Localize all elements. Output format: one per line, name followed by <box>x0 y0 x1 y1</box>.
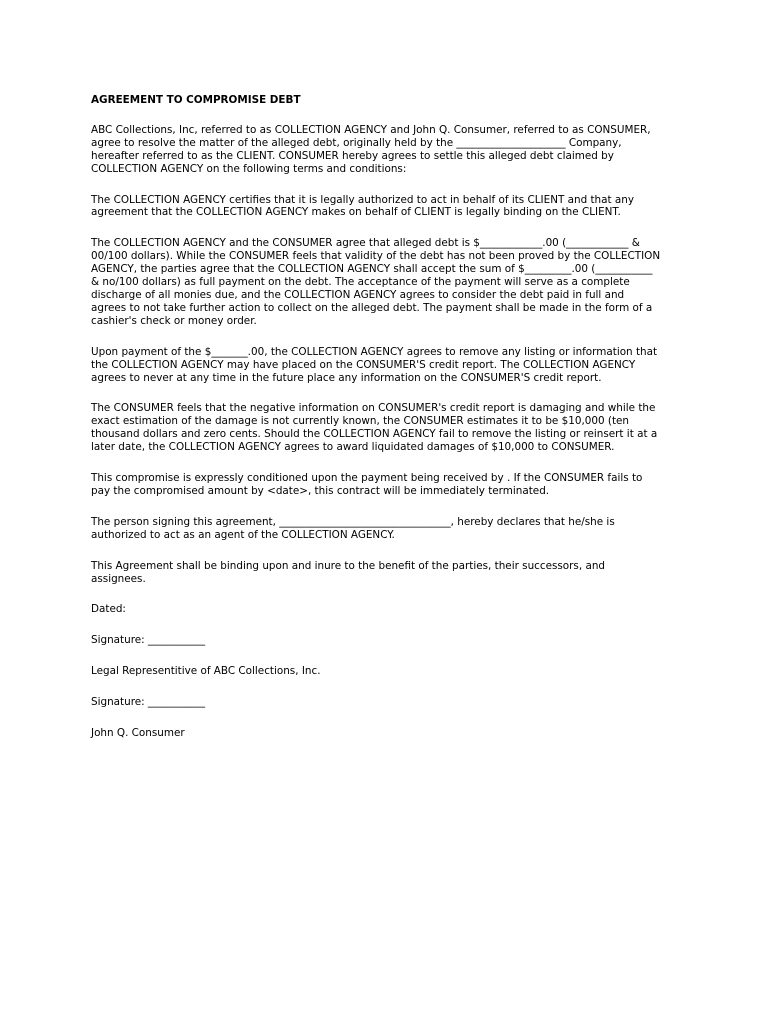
text-line: agreement that the COLLECTION AGENCY makes on behalf of CLIENT is legally binding on the CLIENT. <box>91 206 621 219</box>
paragraph-condition <box>91 472 683 498</box>
text-line: agrees to never at any time in the future place any information on the CONSUMER'S credit report. <box>91 371 602 384</box>
text-line: discharge of all monies due, and the COLLECTION AGENCY agrees to consider the debt paid in full and <box>91 288 625 301</box>
text-line: The CONSUMER feels that the negative information on CONSUMER's credit report is damaging and while the <box>91 402 656 415</box>
document-title: AGREEMENT TO COMPROMISE DEBT <box>91 94 301 106</box>
text-line: authorized to act as an agent of the COLLECTION AGENCY. <box>91 528 395 541</box>
text-line: pay the compromised amount by <date>, this contract will be immediately terminated. <box>91 484 550 497</box>
text-line: agrees to not take further action to collect on the alleged debt. The payment shall be made in the form of a <box>91 301 653 314</box>
text-line: & no/100 dollars) as full payment on the debt. The acceptance of the payment will serve as a complete <box>91 276 630 289</box>
text-line: 00/100 dollars). While the CONSUMER feels that validity of the debt has not been proved by the COLLECTION <box>91 250 661 263</box>
text-line: the COLLECTION AGENCY may have placed on the CONSUMER'S credit report. The COLLECTION AGENCY <box>91 358 636 371</box>
text-line: ABC Collections, Inc, referred to as COLLECTION AGENCY and John Q. Consumer, referred to as CONSUMER, <box>91 123 651 136</box>
text-line: This compromise is expressly conditioned upon the payment being received by . If the CONSUMER fails to <box>91 472 643 485</box>
text-line: later date, the COLLECTION AGENCY agrees to award liquidated damages of $10,000 to CONSUMER. <box>91 441 615 454</box>
signature-line-agency: Signature: ___________ <box>91 634 206 647</box>
text-line: exact estimation of the damage is not currently known, the CONSUMER estimates it to be $10,000 (ten <box>91 415 630 428</box>
text-line: agree to resolve the matter of the alleged debt, originally held by the _____________________ Company, <box>91 136 622 149</box>
text-line: thousand dollars and zero cents. Should the COLLECTION AGENCY fail to remove the listing or reinsert it at a <box>91 428 658 441</box>
text-line: COLLECTION AGENCY on the following terms and conditions: <box>91 162 407 175</box>
signature-line-consumer: Signature: ___________ <box>91 696 206 709</box>
text-line: assignees. <box>91 572 146 585</box>
text-line: The person signing this agreement, _________________________________, hereby declares that he/she is <box>91 515 615 528</box>
document-page <box>91 94 683 758</box>
consumer-name: John Q. Consumer <box>91 727 185 740</box>
text-line: The COLLECTION AGENCY and the CONSUMER agree that alleged debt is $____________.00 (____________ & <box>91 237 640 250</box>
paragraph-damages <box>91 402 683 454</box>
text-line: The COLLECTION AGENCY certifies that it is legally authorized to act in behalf of its CLIENT and that any <box>91 193 634 206</box>
paragraph-binding <box>91 560 683 586</box>
paragraph-credit-report <box>91 346 683 385</box>
representative-label: Legal Representitive of ABC Collections, Inc. <box>91 665 321 678</box>
paragraph-signer-authority <box>91 516 683 542</box>
dated-line: Dated: <box>91 603 126 616</box>
text-line: This Agreement shall be binding upon and inure to the benefit of the parties, their successors, and <box>91 559 606 572</box>
text-line: cashier's check or money order. <box>91 314 257 327</box>
paragraph-payment-terms <box>91 237 683 327</box>
paragraph-parties <box>91 124 683 176</box>
text-line: Upon payment of the $_______.00, the COLLECTION AGENCY agrees to remove any listing or information that <box>91 345 658 358</box>
text-line: hereafter referred to as the CLIENT. CONSUMER hereby agrees to settle this alleged debt claimed by <box>91 149 614 162</box>
paragraph-authority <box>91 194 683 220</box>
text-line: AGENCY, the parties agree that the COLLECTION AGENCY shall accept the sum of $_________.00 (___________ <box>91 263 653 276</box>
